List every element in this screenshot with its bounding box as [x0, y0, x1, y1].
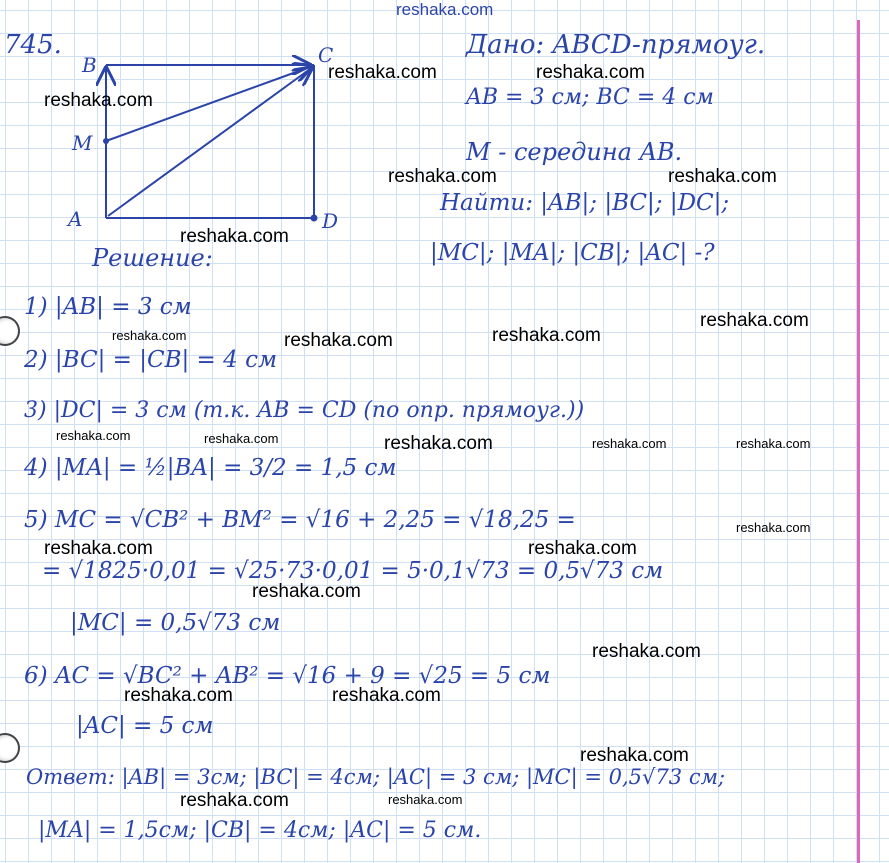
watermark: reshaka.com [284, 330, 393, 351]
problem-number: 745. [4, 30, 62, 60]
watermark: reshaka.com [592, 641, 701, 662]
watermark: reshaka.com [668, 166, 777, 187]
point-d [311, 215, 318, 222]
solution-title: Решение: [92, 244, 213, 272]
step-6-line-1: 6) AC = √BC² + AB² = √16 + 9 = √25 = 5 см [24, 663, 551, 689]
watermark: reshaka.com [180, 226, 289, 247]
watermark: reshaka.com [388, 792, 463, 807]
watermark: reshaka.com [204, 431, 279, 446]
watermark: reshaka.com [328, 62, 437, 83]
given-line-1: Дано: ABCD-прямоуг. [466, 30, 766, 60]
watermark: reshaka.com [592, 436, 667, 451]
watermark: reshaka.com [124, 685, 233, 706]
watermark: reshaka.com [700, 310, 809, 331]
watermark: reshaka.com [112, 328, 187, 343]
watermark: reshaka.com [388, 166, 497, 187]
site-header[interactable]: reshaka.com [396, 0, 494, 19]
watermark: reshaka.com [332, 685, 441, 706]
label-m: M [72, 131, 93, 155]
label-b: B [82, 53, 97, 77]
step-5-result: |MC| = 0,5√73 см [70, 610, 281, 636]
given-line-3: M - середина AB. [466, 138, 683, 166]
watermark: reshaka.com [252, 581, 361, 602]
watermark: reshaka.com [56, 428, 131, 443]
step-2: 2) |BC| = |CB| = 4 см [24, 347, 278, 373]
watermark: reshaka.com [492, 325, 601, 346]
watermark: reshaka.com [180, 790, 289, 811]
step-4: 4) |MA| = ½|BA| = 3/2 = 1,5 см [24, 455, 397, 481]
step-3: 3) |DC| = 3 см (т.к. AB = CD (по опр. прямоуг.)) [24, 398, 585, 423]
watermark: reshaka.com [44, 90, 153, 111]
watermark: reshaka.com [736, 520, 811, 535]
given-line-2: AB = 3 см; BC = 4 см [466, 85, 714, 110]
point-m [103, 138, 109, 144]
watermark: reshaka.com [536, 62, 645, 83]
watermark: reshaka.com [528, 538, 637, 559]
watermark: reshaka.com [44, 538, 153, 559]
label-d: D [322, 209, 339, 233]
find-line-2: |MC|; |MA|; |CB|; |AC| -? [430, 240, 715, 266]
step-5-line-1: 5) MC = √CB² + BM² = √16 + 2,25 = √18,25 = [24, 507, 576, 533]
step-6-result: |AC| = 5 см [76, 713, 214, 739]
find-line-1: Найти: |AB|; |BC|; |DC|; [440, 190, 730, 216]
watermark: reshaka.com [736, 436, 811, 451]
watermark: reshaka.com [580, 745, 689, 766]
step-1: 1) |AB| = 3 см [24, 294, 192, 320]
label-c: C [318, 43, 334, 67]
answer-line-2: |MA| = 1,5см; |CB| = 4см; |AC| = 5 см. [38, 818, 482, 843]
label-a: A [68, 207, 83, 231]
step-5-line-2: = √1825·0,01 = √25·73·0,01 = 5·0,1√73 = 0,5√73 см [42, 558, 664, 584]
answer-line-1: Ответ: |AB| = 3см; |BC| = 4см; |AC| = 3 см; |MC| = 0,5√73 см; [26, 765, 726, 789]
watermark: reshaka.com [384, 433, 493, 454]
